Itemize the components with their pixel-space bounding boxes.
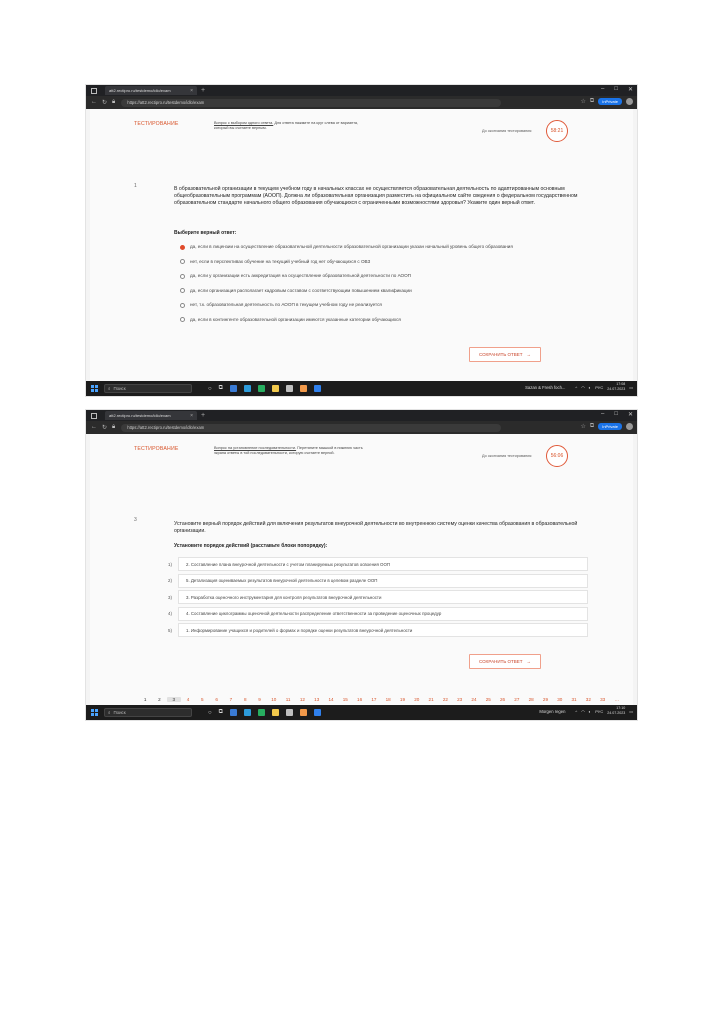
page-link[interactable]: 12 — [299, 697, 305, 702]
order-row — [168, 607, 588, 621]
page-link[interactable]: 17 — [371, 697, 377, 702]
order-row — [168, 590, 588, 604]
save-answer-button[interactable] — [469, 654, 541, 669]
hint-text: Перетяните мышкой в нижнюю часть экрана ответы в той последовательности, которую считаете верной. — [214, 446, 363, 455]
yandex-icon[interactable] — [300, 709, 307, 716]
option-label: да, если у организации есть аккредитация на осуществление образовательной деятельности по АООП — [190, 273, 411, 278]
question-hint — [214, 446, 364, 456]
avatar[interactable] — [626, 423, 633, 430]
search-icon: ⌕ — [108, 710, 111, 715]
screenshot-single-choice — [86, 85, 637, 396]
lock-icon: 🔒︎ — [112, 424, 116, 430]
page-link[interactable]: 7 — [229, 697, 233, 702]
option-label: да, если в лицензии на осуществление образовательной деятельности образовательной организации указан начальный уровень общего образования — [190, 244, 513, 249]
favorite-star-icon[interactable]: ☆ — [580, 424, 586, 430]
question-number: 3 — [134, 517, 137, 523]
notification-icon[interactable]: ▭ — [629, 708, 633, 714]
browser-app-icon[interactable] — [244, 385, 251, 392]
weather-widget[interactable]: Morgen regen — [539, 708, 566, 714]
page-link[interactable]: 20 — [414, 697, 420, 702]
hint-link[interactable]: Вопрос на установление последовательности. — [214, 446, 297, 450]
page-link[interactable]: 4 — [186, 697, 190, 702]
page-link[interactable]: 19 — [399, 697, 406, 702]
maximize-button[interactable]: □ — [614, 411, 618, 417]
question-hint — [214, 121, 364, 131]
clock[interactable] — [607, 706, 625, 716]
url-field[interactable]: https://att2.rectipro.ru/testdemo/idlo/exam — [121, 99, 501, 107]
page-link[interactable]: 5 — [201, 697, 204, 702]
new-tab-button[interactable]: + — [201, 412, 206, 419]
screenshot-ordering — [86, 410, 637, 720]
collections-icon[interactable]: ⧉ — [589, 423, 595, 429]
page-link[interactable]: 27 — [514, 697, 520, 702]
active-app-icon[interactable] — [314, 385, 321, 392]
page-link[interactable]: 26 — [500, 697, 506, 702]
tab-title: att2.rectipro.ru/testdemo/idlo/exam — [109, 88, 171, 93]
order-number: 3) — [168, 594, 172, 600]
option-label: да, если в контингенте образовательной организации имеются указанные категории обучающихся — [190, 316, 401, 322]
minimize-button[interactable]: – — [601, 86, 605, 92]
question-number: 1 — [134, 183, 137, 189]
till-end-label: До окончания тестирования — [482, 129, 532, 133]
clock[interactable] — [607, 382, 625, 392]
page-link[interactable]: ... — [615, 697, 619, 702]
page-link[interactable]: 9 — [258, 697, 261, 702]
order-number: 4) — [168, 611, 172, 616]
clock-time: 17:10 — [616, 706, 626, 710]
lang-indicator[interactable]: РУС — [595, 384, 604, 390]
question-card — [90, 109, 633, 381]
option-label: нет, т.к. образовательная деятельность по АООП в текущем учебном году не реализуется — [190, 302, 382, 307]
wifi-icon[interactable]: ◠ — [581, 384, 585, 390]
browser-tab[interactable] — [105, 411, 197, 420]
back-icon[interactable]: ← — [91, 424, 97, 430]
save-label: СОХРАНИТЬ ОТВЕТ — [478, 659, 523, 664]
answer-prompt: Выберите верный ответ: — [174, 230, 237, 236]
page-link[interactable]: 22 — [442, 697, 448, 702]
tab-close-icon[interactable]: × — [190, 412, 193, 419]
answer-options — [180, 244, 590, 331]
back-icon[interactable]: ← — [91, 99, 97, 105]
page-link[interactable]: 16 — [357, 697, 363, 702]
favorite-star-icon[interactable]: ☆ — [580, 99, 586, 105]
address-bar — [86, 421, 637, 434]
radio-icon[interactable] — [180, 274, 185, 279]
clock-date: 24.07.2023 — [607, 387, 626, 391]
page-link[interactable]: 24 — [471, 697, 477, 702]
url-field[interactable]: https://att2.rectipro.ru/testdemo/idlo/exam — [121, 424, 501, 432]
tray-chevron-icon[interactable]: ^ — [575, 708, 578, 714]
hint-link[interactable]: Вопрос с выбором одного ответа. — [214, 121, 274, 125]
page-link[interactable]: 2 — [158, 697, 161, 702]
radio-icon[interactable] — [180, 259, 185, 264]
edge-icon[interactable] — [230, 385, 237, 392]
order-row — [168, 623, 588, 637]
close-window-button[interactable]: ✕ — [627, 87, 633, 93]
save-label: СОХРАНИТЬ ОТВЕТ — [478, 352, 523, 357]
page-link[interactable]: 18 — [385, 697, 391, 702]
notification-icon[interactable]: ▭ — [629, 384, 633, 390]
brand-title: ТЕСТИРОВАНИЕ — [134, 121, 179, 127]
option-label: нет, если в перспективах обучение на текущий учебный год нет обучающихся с ОВЗ — [190, 258, 371, 264]
app-icon[interactable] — [286, 709, 293, 716]
page-link[interactable]: 23 — [457, 697, 463, 702]
answer-option[interactable] — [180, 317, 590, 323]
question-pager — [138, 697, 624, 702]
reload-icon[interactable]: ↻ — [102, 425, 108, 431]
windows-taskbar — [86, 705, 637, 720]
page-link[interactable]: 11 — [285, 697, 291, 702]
test-page — [86, 109, 637, 381]
edge-icon[interactable] — [230, 709, 237, 716]
order-row — [168, 557, 588, 571]
answer-option[interactable] — [180, 244, 590, 250]
wifi-icon[interactable]: ◠ — [581, 708, 585, 714]
order-number: 5) — [168, 627, 172, 633]
app-icon[interactable] — [286, 385, 293, 392]
search-placeholder: Поиск — [113, 710, 126, 715]
page-link[interactable]: 13 — [314, 697, 320, 702]
arrow-right-icon: → — [526, 659, 532, 664]
speaker-icon[interactable]: 🔈︎ — [588, 384, 592, 390]
taskbar-search[interactable] — [104, 708, 192, 717]
browser-tabbar — [86, 85, 637, 96]
arrow-right-icon: → — [526, 352, 532, 357]
page-link[interactable]: 30 — [557, 697, 563, 702]
window-menu-icon[interactable] — [91, 413, 97, 419]
order-row — [168, 574, 588, 588]
files-icon[interactable] — [258, 385, 265, 392]
windows-start-icon[interactable] — [91, 385, 98, 392]
hint-text: Для ответа нажмите на круг слева от варианта, который вы считаете верным. — [214, 121, 359, 130]
page-link[interactable]: 1 — [143, 697, 147, 702]
tray-chevron-icon[interactable]: ^ — [575, 384, 578, 390]
page-link[interactable]: 25 — [485, 697, 491, 702]
option-label: да, если организация располагает кадровым составом с соответствующим повышением квалификации — [190, 287, 412, 293]
page-link[interactable]: 6 — [215, 697, 218, 702]
address-bar — [86, 96, 637, 109]
page-link[interactable]: 33 — [600, 697, 606, 702]
till-end-label: До окончания тестирования — [482, 454, 532, 458]
page-link[interactable]: 3 — [167, 697, 181, 702]
page-link[interactable]: 14 — [328, 697, 334, 702]
collections-icon[interactable]: ⧉ — [589, 98, 595, 104]
countdown-timer: 58:21 — [546, 120, 568, 142]
window-menu-icon[interactable] — [91, 88, 97, 94]
page-link[interactable]: 15 — [342, 697, 348, 702]
yandex-icon[interactable] — [300, 385, 307, 392]
new-tab-button[interactable]: + — [201, 87, 206, 94]
windows-taskbar — [86, 381, 637, 396]
order-prompt: Установите порядок действий (расставьте блоки попорядку): — [174, 543, 328, 549]
radio-selected-icon[interactable] — [180, 245, 185, 250]
radio-icon[interactable] — [180, 317, 185, 322]
order-number: 1) — [168, 561, 172, 567]
weather-widget[interactable]: Sazan & Fresh foch... — [525, 384, 566, 390]
active-app-icon[interactable] — [314, 709, 321, 716]
task-view-icon[interactable]: ⧉ — [218, 385, 223, 391]
close-window-button[interactable]: ✕ — [627, 412, 633, 418]
speaker-icon[interactable]: 🔈︎ — [588, 708, 592, 714]
profile-badge[interactable]: InPrivate — [598, 423, 622, 430]
draggable-block[interactable]: 5. Детализация оцениваемых результатов внеурочной деятельности в целевом разделе ООП — [178, 574, 588, 588]
question-text: Установите верный порядок действий для включения результатов внеурочной деятельности во внутреннюю систему оценки качества образования в образовательной организации. — [174, 521, 578, 534]
answer-option[interactable] — [180, 302, 590, 308]
page-link[interactable]: 29 — [542, 697, 549, 702]
cortana-icon[interactable]: ○ — [208, 385, 212, 392]
reload-icon[interactable]: ↻ — [102, 100, 108, 106]
files-icon[interactable] — [258, 709, 265, 716]
question-text: В образовательной организации в текущем учебном году в начальных классах не осуществляется образовательная деятельность по адаптированным основным общеобразовательным программам (АООП). Должна ли образовательная организация разместить на официальном сайте сведения о федеральном государственном образовательном стандарте начального общего образования обучающихся с ограниченными возможностями здоровья? Укажите один верный ответ. — [174, 186, 578, 206]
radio-icon[interactable] — [180, 288, 185, 293]
clock-date: 24.07.2023 — [607, 711, 626, 715]
page-link[interactable]: 28 — [528, 697, 534, 702]
folder-icon[interactable] — [272, 385, 279, 392]
save-answer-button[interactable] — [469, 347, 541, 362]
task-view-icon[interactable]: ⧉ — [218, 709, 223, 715]
clock-time: 17:08 — [616, 382, 626, 386]
test-page — [86, 434, 637, 705]
draggable-block[interactable]: 4. Составление циклограммы оценочной деятельности распределение ответственности за проведение оценочных процедур — [178, 607, 588, 621]
windows-start-icon[interactable] — [91, 709, 98, 716]
page-link[interactable]: 8 — [243, 697, 247, 702]
search-placeholder: Поиск — [113, 386, 126, 391]
order-number: 2) — [168, 578, 172, 583]
lock-icon: 🔒︎ — [112, 99, 116, 105]
avatar[interactable] — [626, 98, 633, 105]
browser-tab[interactable] — [105, 86, 197, 95]
page-link[interactable]: 31 — [571, 697, 577, 702]
search-icon: ⌕ — [108, 386, 111, 391]
page-link[interactable]: 32 — [585, 697, 591, 702]
radio-icon[interactable] — [180, 303, 185, 308]
page-link[interactable]: 21 — [428, 697, 434, 702]
minimize-button[interactable]: – — [601, 411, 605, 417]
maximize-button[interactable]: □ — [614, 86, 618, 92]
tab-title: att2.rectipro.ru/testdemo/idlo/exam — [109, 413, 171, 418]
draggable-block[interactable]: 3. Разработка оценочного инструментария для контроля результатов внеурочной деятельности — [178, 590, 588, 604]
brand-title: ТЕСТИРОВАНИЕ — [134, 446, 179, 452]
lang-indicator[interactable]: РУС — [595, 708, 604, 714]
tab-close-icon[interactable]: × — [190, 87, 193, 94]
draggable-block[interactable]: 1. Информирование учащихся и родителей о формах и порядке оценки результатов внеурочной деятельности — [178, 623, 588, 637]
taskbar-search[interactable] — [104, 384, 192, 393]
draggable-block[interactable]: 2. Составление плана внеурочной деятельности с учетом планируемых результатов освоения ООП — [178, 557, 588, 571]
profile-badge[interactable]: InPrivate — [598, 98, 622, 105]
browser-app-icon[interactable] — [244, 709, 251, 716]
answer-option[interactable] — [180, 288, 590, 294]
order-list — [168, 557, 588, 640]
question-card — [90, 434, 633, 705]
page-link[interactable]: 10 — [271, 697, 277, 702]
answer-option[interactable] — [180, 273, 590, 279]
cortana-icon[interactable]: ○ — [208, 709, 212, 716]
browser-tabbar — [86, 410, 637, 421]
folder-icon[interactable] — [272, 709, 279, 716]
countdown-timer: 56:06 — [546, 445, 568, 467]
answer-option[interactable] — [180, 259, 590, 265]
